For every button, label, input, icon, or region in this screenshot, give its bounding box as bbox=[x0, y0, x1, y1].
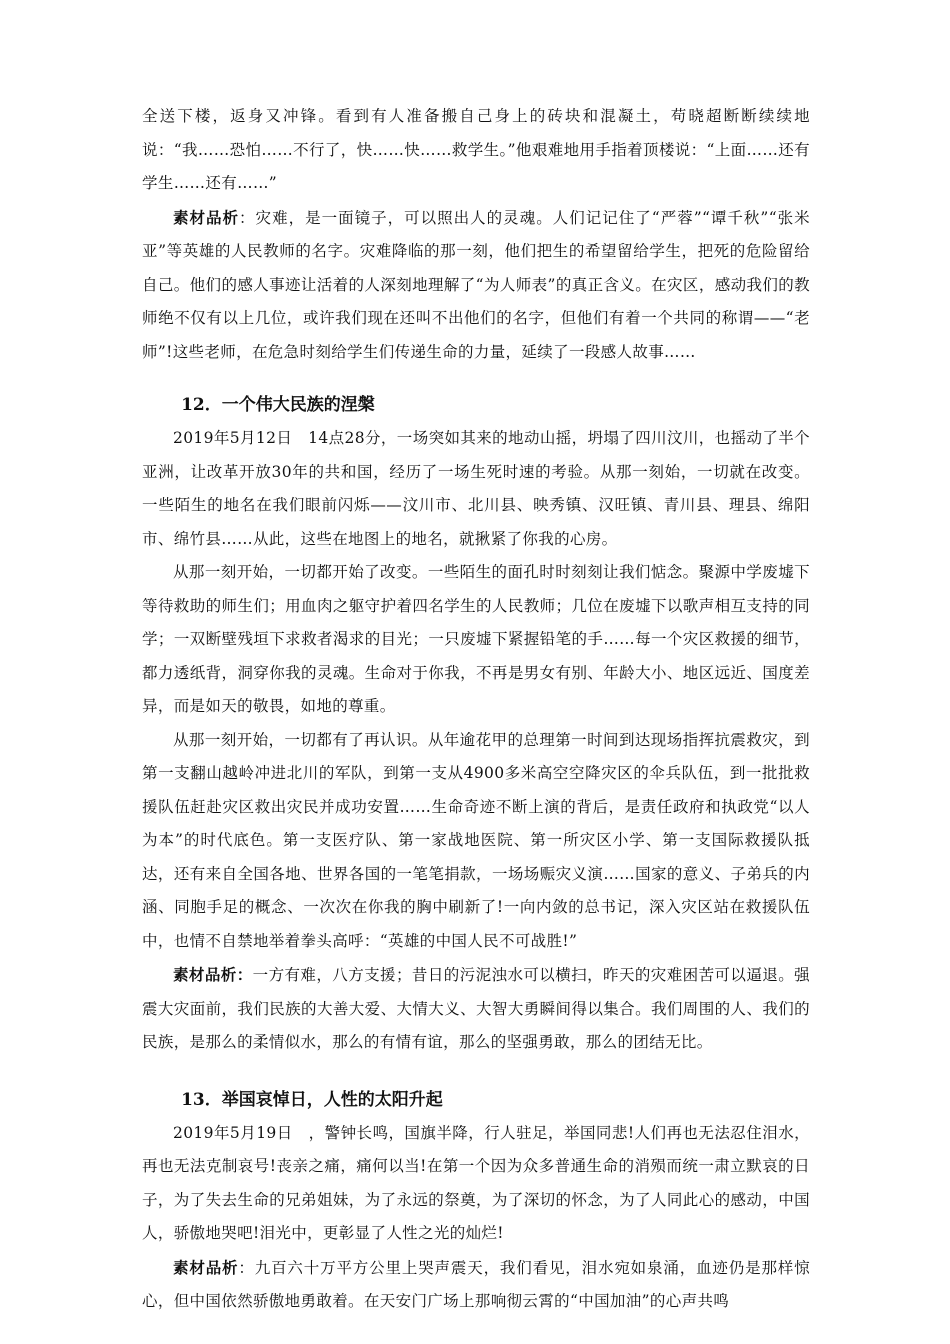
section-13-analysis-text: ：九百六十万平方公里上哭声震天，我们看见，泪水宛如泉涌，血迹仍是那样惊心，但中国依然骄傲地勇敢着。在天安门广场上那响彻云霄的“中国加油”的心声共鸣 bbox=[142, 1258, 810, 1310]
section-12-heading: 12．一个伟大民族的涅槃 bbox=[181, 395, 375, 415]
analysis-text: ：灾难，是一面镜子，可以照出人的灵魂。人们记记住了“严蓉”“谭千秋”“张米亚”等英雄的人民教师的名字。灾难降临的那一刻，他们把生的希望留给学生，把死的危险留给自己。他们的感人事迹让活着的人深刻地理解了“为人师表”的真正含义。在灾区，感动我们的教师绝不仅有以上几位，或许我们现在还叫不出他们的名字，但他们有着一个共同的称谓——“老师”!这些老师，在危急时刻给学生们传递生命的力量，延续了一段感人故事…… bbox=[142, 208, 811, 361]
analysis-label: 素材品析 bbox=[173, 207, 240, 227]
section-13-analysis-label: 素材品析 bbox=[173, 1257, 239, 1277]
analysis-paragraph-1 bbox=[142, 201, 810, 370]
document-page bbox=[142, 100, 810, 1319]
section-12-analysis-text: 一方有难，八方支援；昔日的污泥浊水可以横扫，昨天的灾难困苦可以逼退。强震大灾面前，我们民族的大善大爱、大情大义、大智大勇瞬间得以集合。我们周围的人、我们的民族，是那么的柔情似水，那么的有情有谊，那么的坚强勇敢，那么的团结无比。 bbox=[142, 966, 810, 1051]
section-12-analysis-label: 素材品析： bbox=[173, 965, 253, 984]
section-12-analysis bbox=[142, 958, 810, 1060]
section-13-paragraph-1: 2019年5月19日 ，警钟长鸣，国旗半降，行人驻足，举国同悲!人们再也无法忍住泪水，再也无法克制哀号!丧亲之痛，痛何以当!在第一个因为众多普通生命的消殒而统一肃立默哀的日子，为了失去生命的兄弟姐妹，为了永远的祭奠，为了深切的怀念，为了人同此心的感动，中国人，骄傲地哭吧!泪光中，更彰显了人性之光的灿烂! bbox=[142, 1123, 810, 1242]
section-12-paragraph-2: 从那一刻开始，一切都开始了改变。一些陌生的面孔时时刻刻让我们惦念。聚源中学废墟下等待救助的师生们；用血肉之躯守护着四名学生的人民教师；几位在废墟下以歌声相互支持的同学；一双断壁残垣下求救者渴求的目光；一只废墟下紧握铅笔的手……每一个灾区救援的细节，都力透纸背，洞穿你我的灵魂。生命对于你我，不再是男女有别、年龄大小、地区远近、国度差异，而是如天的敬畏，如地的尊重。 bbox=[142, 563, 810, 715]
section-13-analysis bbox=[142, 1251, 810, 1319]
intro-paragraph: 全送下楼，返身又冲锋。看到有人准备搬自己身上的砖块和混凝土，苟晓超断断续续地说：“我……恐怕……不行了，快……快……救学生。”他艰难地用手指着顶楼说：“上面……还有学生……还有……” bbox=[142, 107, 810, 192]
section-12-paragraph-3: 从那一刻开始，一切都有了再认识。从年逾花甲的总理第一时间到达现场指挥抗震救灾，到第一支翻山越岭冲进北川的军队，到第一支从4900多米高空空降灾区的伞兵队伍，到一批批救援队伍赶赴灾区救出灾民并成功安置……生命奇迹不断上演的背后，是责任政府和执政党“以人为本”的时代底色。第一支医疗队、第一家战地医院、第一所灾区小学、第一支国际救援队抵达，还有来自全国各地、世界各国的一笔笔捐款，一场场赈灾义演……国家的意义、子弟兵的内涵、同胞手足的概念、一次次在你我的胸中刷新了!一向内敛的总书记，深入灾区站在救援队伍中，也情不自禁地举着拳头高呼：“英雄的中国人民不可战胜!” bbox=[142, 730, 810, 950]
section-12-paragraph-1: 2019年5月12日 14点28分，一场突如其来的地动山摇，坍塌了四川汶川，也摇动了半个亚洲，让改革开放30年的共和国，经历了一场生死时速的考验。从那一刻始，一切就在改变。一些陌生的地名在我们眼前闪烁——汶川市、北川县、映秀镇、汉旺镇、青川县、理县、绵阳市、绵竹县……从此，这些在地图上的地名，就揪紧了你我的心房。 bbox=[142, 429, 810, 548]
section-13-heading: 13．举国哀悼日，人性的太阳升起 bbox=[181, 1089, 443, 1110]
